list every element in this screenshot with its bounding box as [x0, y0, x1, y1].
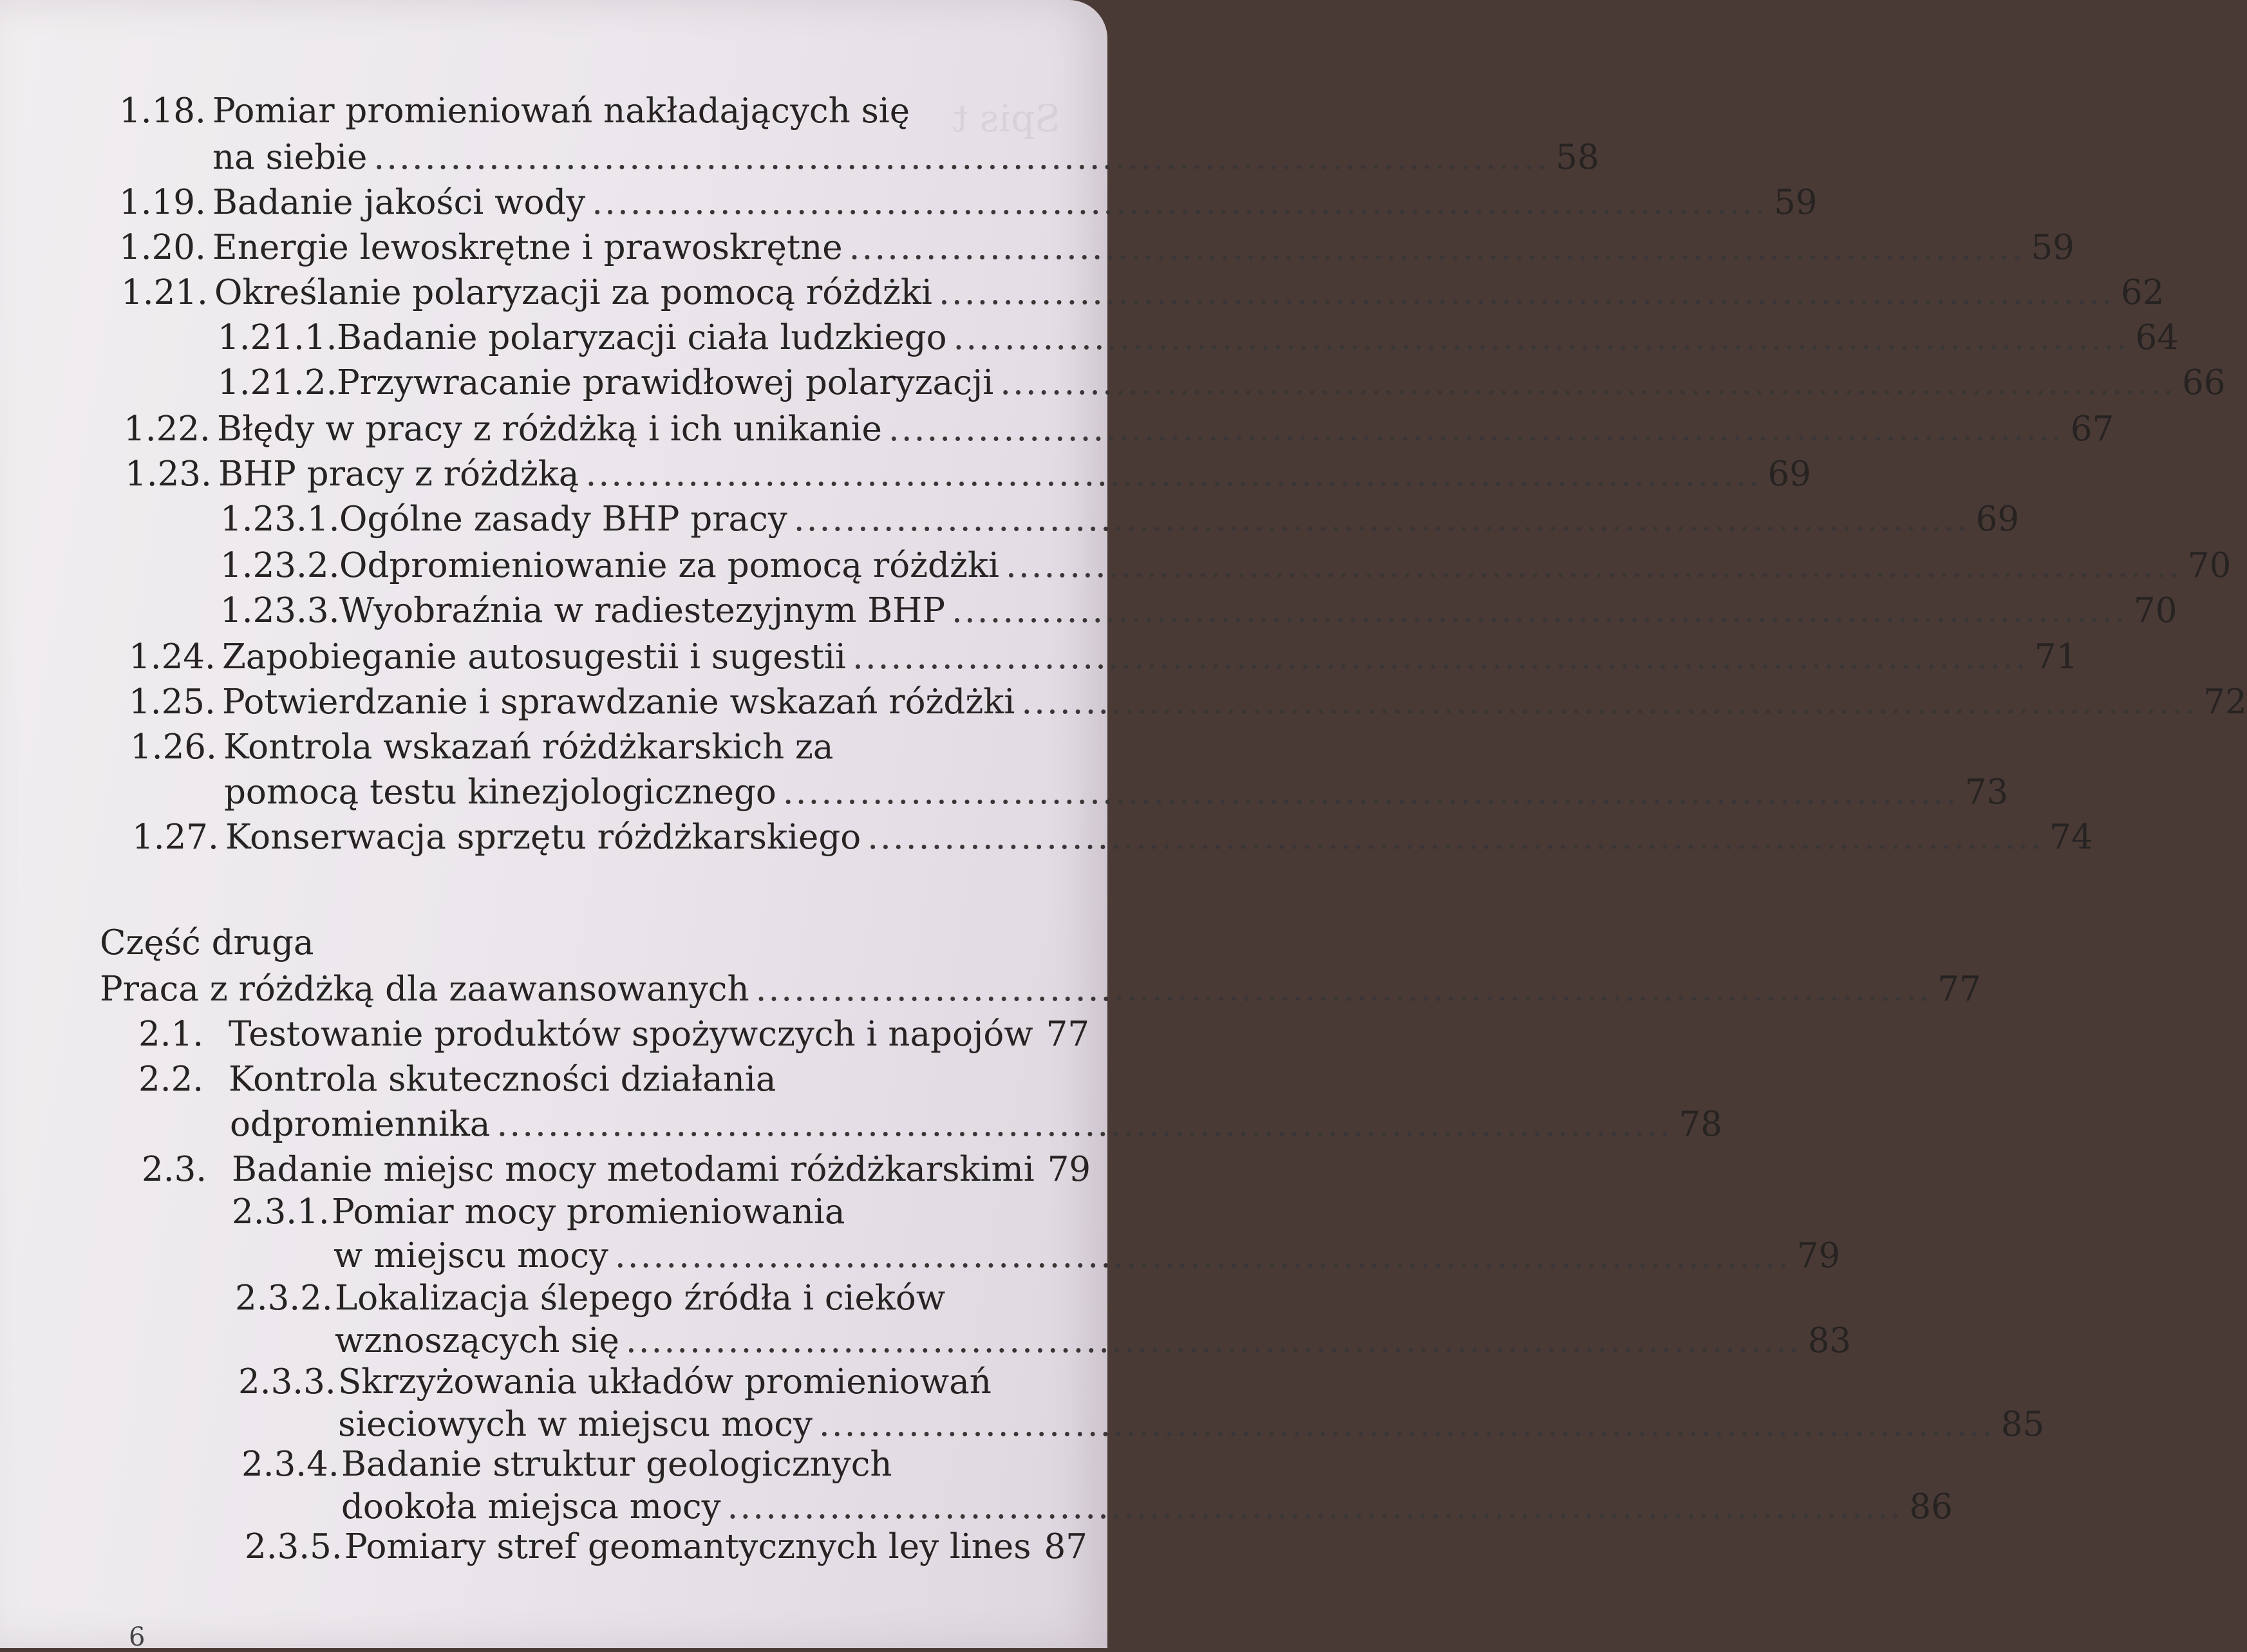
- entry-number: 1.20.: [119, 228, 206, 267]
- entry-title: Określanie polaryzacji za pomocą różdżki: [214, 273, 932, 312]
- entry-title: Skrzyżowania układów promieniowań: [338, 1362, 992, 1402]
- toc-entry-2-3-2: [235, 1277, 1072, 1320]
- entry-title: Pomiary stref geomantycznych ley lines: [344, 1527, 1031, 1566]
- entry-page: 62: [2120, 273, 2165, 312]
- dot-leader: ............................................................................................: [849, 228, 2025, 267]
- dot-leader: ............................................................................................: [373, 138, 1550, 177]
- entry-number: 1.23.1.: [220, 500, 340, 539]
- entry-title-continuation: w miejscu mocy: [334, 1236, 608, 1275]
- dot-leader: ............................................................................................: [852, 637, 2028, 677]
- entry-page: 71: [2034, 637, 2078, 677]
- entry-number: 1.23.: [125, 455, 212, 494]
- dot-leader: ............................................................................................: [1005, 546, 2181, 585]
- entry-page: 69: [1975, 500, 2020, 539]
- entry-title-continuation: sieciowych w miejscu mocy: [338, 1405, 813, 1444]
- entry-page: 79: [1796, 1236, 1841, 1275]
- entry-number: 2.3.5.: [245, 1527, 343, 1566]
- dot-leader: ............................................................................................: [1021, 682, 2197, 722]
- entry-title: Konserwacja sprzętu różdżkarskiego: [225, 818, 861, 857]
- dot-leader: ............................................................................................: [614, 1236, 1791, 1275]
- part-two-label: Część druga: [100, 923, 314, 962]
- entry-title: BHP pracy z różdżką: [218, 455, 579, 494]
- entry-page: 69: [1767, 455, 1811, 494]
- entry-page: 67: [2070, 409, 2114, 449]
- toc-entry-1-23-1: [220, 498, 2020, 541]
- entry-title: Badanie miejsc mocy metodami różdżkarskimi: [232, 1150, 1035, 1189]
- entry-title: Potwierdzanie i sprawdzanie wskazań różdżki: [222, 682, 1015, 722]
- entry-number: 1.21.: [121, 273, 208, 312]
- entry-page: 70: [2134, 591, 2177, 630]
- toc-entry-1-21-2: [218, 362, 2226, 404]
- entry-title: Badanie jakości wody: [212, 183, 586, 222]
- toc-entry-2-2-cont: [230, 1103, 1722, 1146]
- toc-entry-1-27: [132, 816, 2093, 859]
- entry-title: Przywracanie prawidłowej polaryzacji: [337, 363, 994, 402]
- entry-title: Odpromieniowanie za pomocą różdżki: [339, 546, 999, 585]
- entry-title: Zapobieganie autosugestii i sugestii: [222, 637, 846, 677]
- toc-entry-1-21: [121, 272, 2165, 314]
- toc-entry-2-3-1-cont: [334, 1235, 1841, 1277]
- toc-entry-1-19: [119, 182, 1818, 224]
- toc-entry-2-3: [142, 1149, 1091, 1191]
- entry-number: 1.26.: [130, 727, 217, 767]
- entry-title-continuation: wznoszących się: [335, 1321, 619, 1360]
- entry-title: Pomiar mocy promieniowania: [332, 1192, 845, 1232]
- dot-leader: ............................................................................................: [585, 455, 1762, 494]
- toc-entry-1-25: [129, 681, 2247, 724]
- entry-page: 59: [2031, 228, 2075, 267]
- entry-title-continuation: odpromiennika: [230, 1105, 491, 1144]
- entry-title-continuation: na siebie: [212, 138, 368, 177]
- dot-leader: ............................................................................................: [782, 773, 1959, 812]
- entry-title: Kontrola wskazań różdżkarskich za: [223, 727, 834, 767]
- entry-number: 1.24.: [129, 637, 216, 677]
- entry-page: 72: [2203, 682, 2247, 722]
- entry-number: 2.1.: [138, 1015, 204, 1054]
- dot-leader: ............................................................................................: [953, 318, 2129, 357]
- page-number: 6: [129, 1622, 146, 1652]
- entry-title: Ogólne zasady BHP pracy: [339, 500, 787, 539]
- toc-entry-1-18-cont: [212, 136, 1599, 179]
- toc-entry-1-26: [130, 726, 967, 769]
- dot-leader: ............................................................................................: [818, 1405, 1995, 1444]
- entry-number: 2.3.2.: [235, 1279, 333, 1318]
- entry-page: 73: [1964, 773, 2009, 812]
- toc-entry-2-3-4-cont: [341, 1486, 1953, 1528]
- entry-number: 2.3.: [142, 1150, 207, 1189]
- entry-page: 70: [2187, 546, 2232, 585]
- entry-number: 2.3.3.: [238, 1362, 336, 1402]
- dot-leader: ............................................................................................: [793, 500, 1970, 539]
- toc-entry-1-23: [125, 453, 1811, 496]
- dot-leader: ............................................................................................: [1000, 363, 2176, 402]
- entry-page: 66: [2182, 363, 2226, 402]
- entry-page: 83: [1807, 1321, 1852, 1360]
- dot-leader: ............................................................................................: [888, 409, 2064, 449]
- entry-number: 2.3.1.: [232, 1192, 330, 1232]
- dot-leader: ............................................................................................: [727, 1487, 1903, 1526]
- toc-entry-2-3-3: [238, 1361, 1075, 1403]
- dot-leader: ............................................................................................: [867, 818, 2044, 857]
- entry-page: 64: [2135, 318, 2179, 357]
- entry-page: 78: [1678, 1105, 1722, 1144]
- entry-number: 1.18.: [119, 91, 206, 131]
- entry-title-continuation: dookoła miejsca mocy: [341, 1487, 721, 1526]
- show-through-text: Spis t: [953, 97, 1060, 140]
- entry-page: 59: [1774, 183, 1818, 222]
- entry-title: Lokalizacja ślepego źródła i cieków: [335, 1279, 946, 1318]
- entry-page: 87: [1044, 1527, 1087, 1566]
- toc-entry-2-3-4: [241, 1443, 1078, 1486]
- entry-number: 1.22.: [124, 409, 211, 449]
- entry-number: 1.21.1.: [218, 318, 337, 357]
- entry-title: Testowanie produktów spożywczych i napojów: [229, 1015, 1033, 1054]
- toc-entry-2-1: [138, 1013, 1090, 1056]
- toc-entry-1-18: [119, 90, 910, 133]
- entry-page: 58: [1556, 138, 1599, 177]
- entry-title: Kontrola skuteczności działania: [229, 1060, 776, 1099]
- entry-page: 79: [1047, 1150, 1091, 1189]
- entry-page: 85: [2000, 1405, 2045, 1444]
- toc-entry-1-24: [129, 636, 2078, 679]
- entry-number: 2.2.: [138, 1060, 204, 1099]
- toc-entry-1-26-cont: [224, 771, 2009, 814]
- entry-title: Badanie polaryzacji ciała ludzkiego: [337, 318, 947, 357]
- entry-page: 77: [1937, 970, 1981, 1009]
- entry-title: Pomiar promieniowań nakładających się: [212, 91, 910, 131]
- toc-entry-1-20: [119, 227, 2075, 269]
- entry-page: 77: [1046, 1015, 1090, 1054]
- toc-entry-1-21-1: [218, 317, 2179, 359]
- toc-entry-2-2: [138, 1058, 975, 1101]
- part-two-title: [100, 968, 1981, 1011]
- entry-number: 1.21.2.: [218, 363, 337, 402]
- entry-number: 1.23.2.: [220, 546, 340, 585]
- dot-leader: ............................................................................................: [952, 591, 2127, 630]
- entry-page: 86: [1909, 1487, 1953, 1526]
- toc-entry-2-3-3-cont: [338, 1403, 2045, 1446]
- toc-entry-1-22: [124, 408, 2114, 451]
- toc-entry-1-23-3: [220, 590, 2177, 632]
- dot-leader: ............................................................................................: [496, 1105, 1673, 1144]
- entry-number: 1.27.: [132, 818, 219, 857]
- part-title: Praca z różdżką dla zaawansowanych: [100, 970, 749, 1009]
- entry-title-continuation: pomocą testu kinezjologicznego: [224, 773, 776, 812]
- entry-number: 1.23.3.: [220, 591, 340, 630]
- toc-entry-2-3-5: [245, 1526, 1087, 1568]
- entry-title: Badanie struktur geologicznych: [341, 1445, 892, 1484]
- entry-number: 1.19.: [119, 183, 206, 222]
- dot-leader: ............................................................................................: [592, 183, 1768, 222]
- toc-entry-2-3-1: [232, 1191, 1069, 1234]
- dot-leader: ............................................................................................: [755, 970, 1932, 1009]
- toc-entry-1-23-2: [220, 545, 2232, 587]
- toc-entry-2-3-2-cont: [335, 1320, 1852, 1362]
- entry-title: Błędy w pracy z różdżką i ich unikanie: [217, 409, 882, 449]
- entry-number: 1.25.: [129, 682, 216, 722]
- entry-title: Wyobraźnia w radiestezyjnym BHP: [339, 591, 946, 630]
- dot-leader: ............................................................................................: [625, 1321, 1801, 1360]
- entry-page: 74: [2049, 818, 2093, 857]
- entry-title: Energie lewoskrętne i prawoskrętne: [212, 228, 843, 267]
- entry-number: 2.3.4.: [241, 1445, 339, 1484]
- dot-leader: ............................................................................................: [939, 273, 2114, 312]
